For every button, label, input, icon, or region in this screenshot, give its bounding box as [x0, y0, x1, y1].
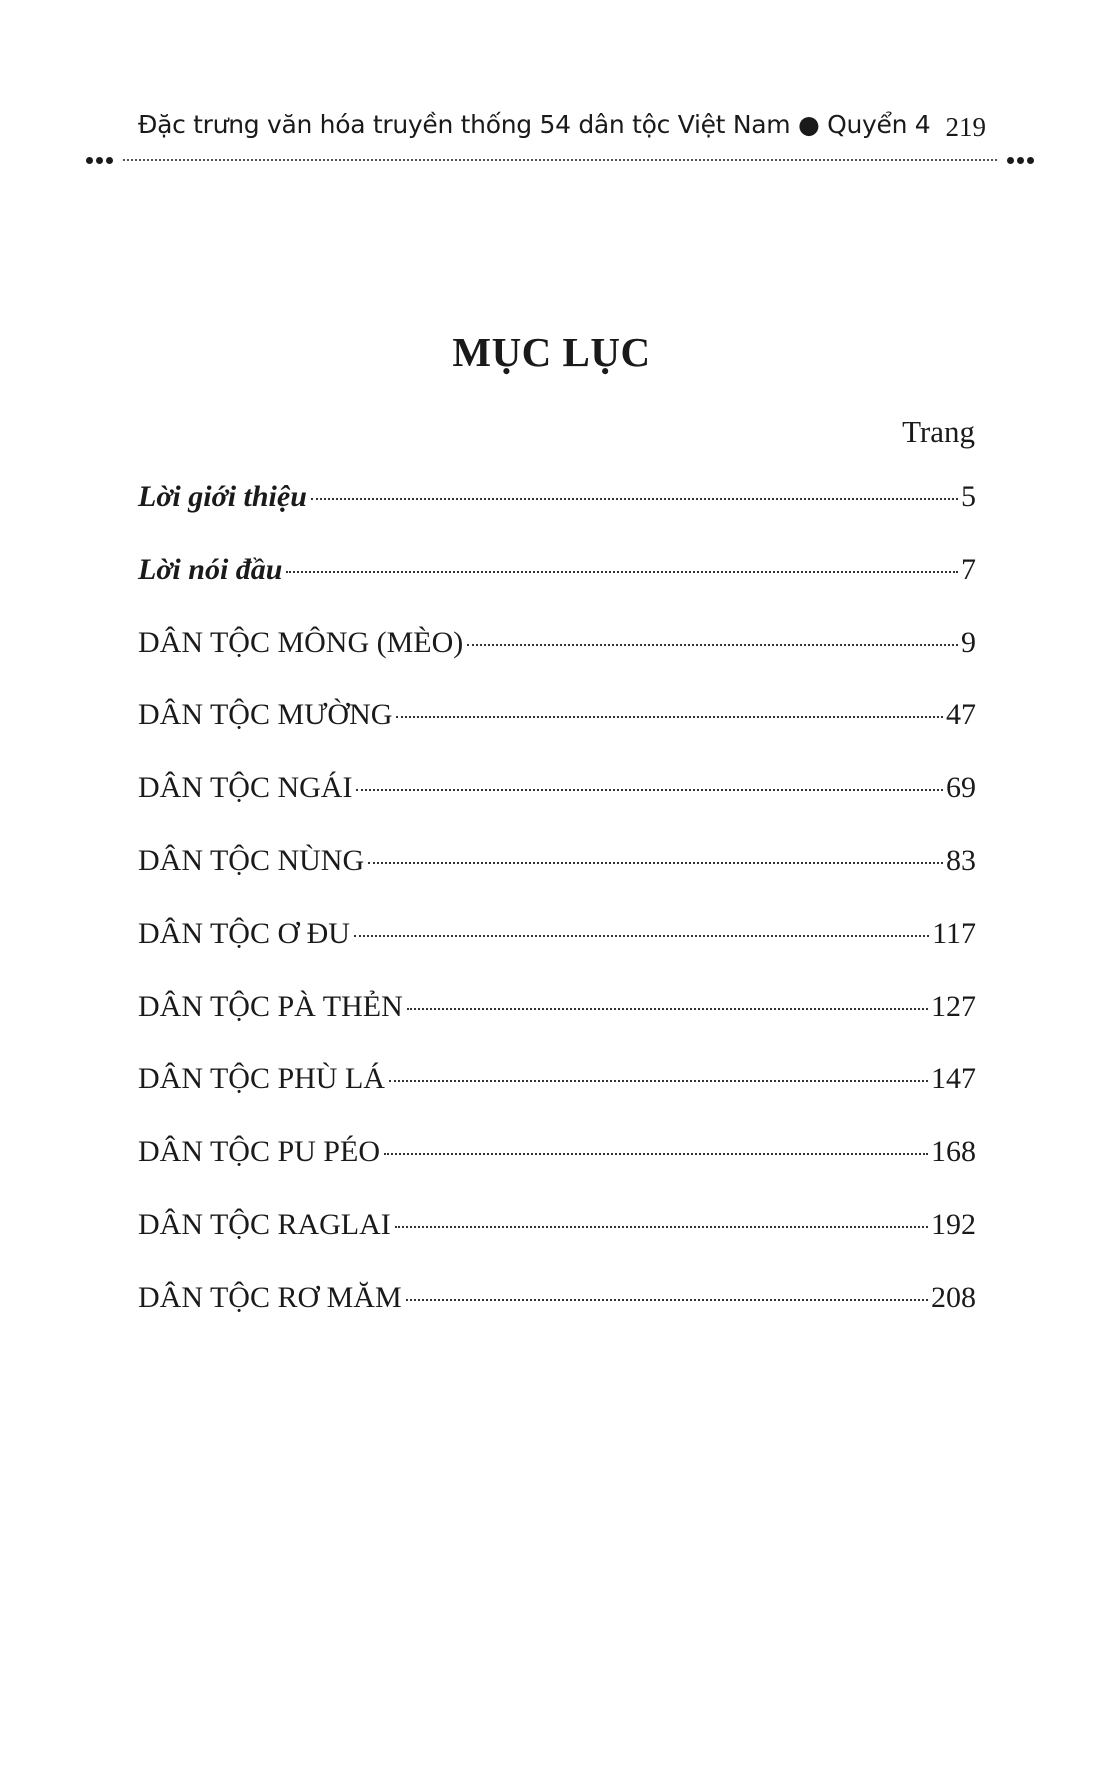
toc-dot-leader: [389, 1080, 928, 1082]
toc-entry[interactable]: [138, 1062, 976, 1135]
toc-entry[interactable]: [138, 698, 976, 771]
toc-entry[interactable]: [138, 480, 976, 553]
toc-dot-leader: [354, 935, 929, 937]
toc-entry-label: DÂN TỘC RƠ MĂM: [138, 1280, 402, 1314]
divider-dots-right: [1007, 157, 1034, 164]
toc-entry-page: 47: [946, 698, 976, 732]
toc-entry-page: 83: [946, 843, 976, 877]
toc-dot-leader: [384, 1153, 928, 1155]
toc-entry-label: DÂN TỘC Ơ ĐU: [138, 916, 350, 950]
toc-entry-page: 69: [946, 771, 976, 805]
toc-entry-label: Lời giới thiệu: [138, 480, 307, 513]
toc-entry-page: 117: [932, 916, 976, 950]
toc-entry[interactable]: [138, 553, 976, 626]
toc-entry-page: 208: [931, 1280, 976, 1314]
divider-dotted-line: [123, 159, 997, 161]
toc-dot-leader: [406, 1299, 928, 1301]
toc-entry-page: 127: [931, 989, 976, 1023]
toc-entry[interactable]: [138, 1135, 976, 1208]
toc-dot-leader: [396, 716, 943, 718]
toc-dot-leader: [395, 1226, 928, 1228]
toc-entry[interactable]: [138, 626, 976, 699]
toc-entry-label: DÂN TỘC MƯỜNG: [138, 698, 393, 732]
running-header: [86, 104, 1034, 174]
toc-entry-page: 9: [961, 625, 976, 659]
toc-entry[interactable]: [138, 917, 976, 990]
toc-entry-page: 168: [931, 1135, 976, 1169]
toc-entry-page: 192: [931, 1207, 976, 1241]
running-title: Đặc trưng văn hóa truyền thống 54 dân tộc Việt Nam ● Quyển 4: [138, 110, 931, 139]
toc-page-column-label: Trang: [902, 414, 975, 449]
toc-entry-label: DÂN TỘC MÔNG (MÈO): [138, 625, 464, 659]
toc-dot-leader: [407, 1008, 928, 1010]
toc-entry-page: 7: [961, 552, 976, 586]
toc-entry[interactable]: [138, 844, 976, 917]
toc-entry-label: Lời nói đầu: [138, 552, 283, 586]
header-divider: [86, 154, 1034, 166]
toc-entry-label: DÂN TỘC PHÙ LÁ: [138, 1062, 385, 1096]
toc-entry[interactable]: [138, 1281, 976, 1354]
toc-entry-page: 5: [961, 480, 976, 513]
divider-dots-left: [86, 157, 113, 164]
toc-entry-label: DÂN TỘC PU PÉO: [138, 1135, 380, 1169]
toc-dot-leader: [356, 789, 943, 791]
toc-entry-label: DÂN TỘC NGÁI: [138, 771, 353, 805]
toc-dot-leader: [311, 498, 958, 500]
toc-entry-label: DÂN TỘC RAGLAI: [138, 1207, 391, 1241]
toc-dot-leader: [286, 571, 958, 573]
toc-dot-leader: [467, 644, 958, 646]
toc-entry[interactable]: [138, 1208, 976, 1281]
page-number: 219: [945, 112, 986, 142]
toc-title: MỤC LỤC: [452, 329, 651, 375]
toc-entry[interactable]: [138, 771, 976, 844]
toc-entry-label: DÂN TỘC NÙNG: [138, 843, 365, 877]
toc-dot-leader: [368, 862, 943, 864]
toc-list: [138, 480, 976, 1354]
toc-entry[interactable]: [138, 990, 976, 1063]
toc-entry-label: DÂN TỘC PÀ THẺN: [138, 989, 403, 1023]
toc-entry-page: 147: [931, 1062, 976, 1096]
